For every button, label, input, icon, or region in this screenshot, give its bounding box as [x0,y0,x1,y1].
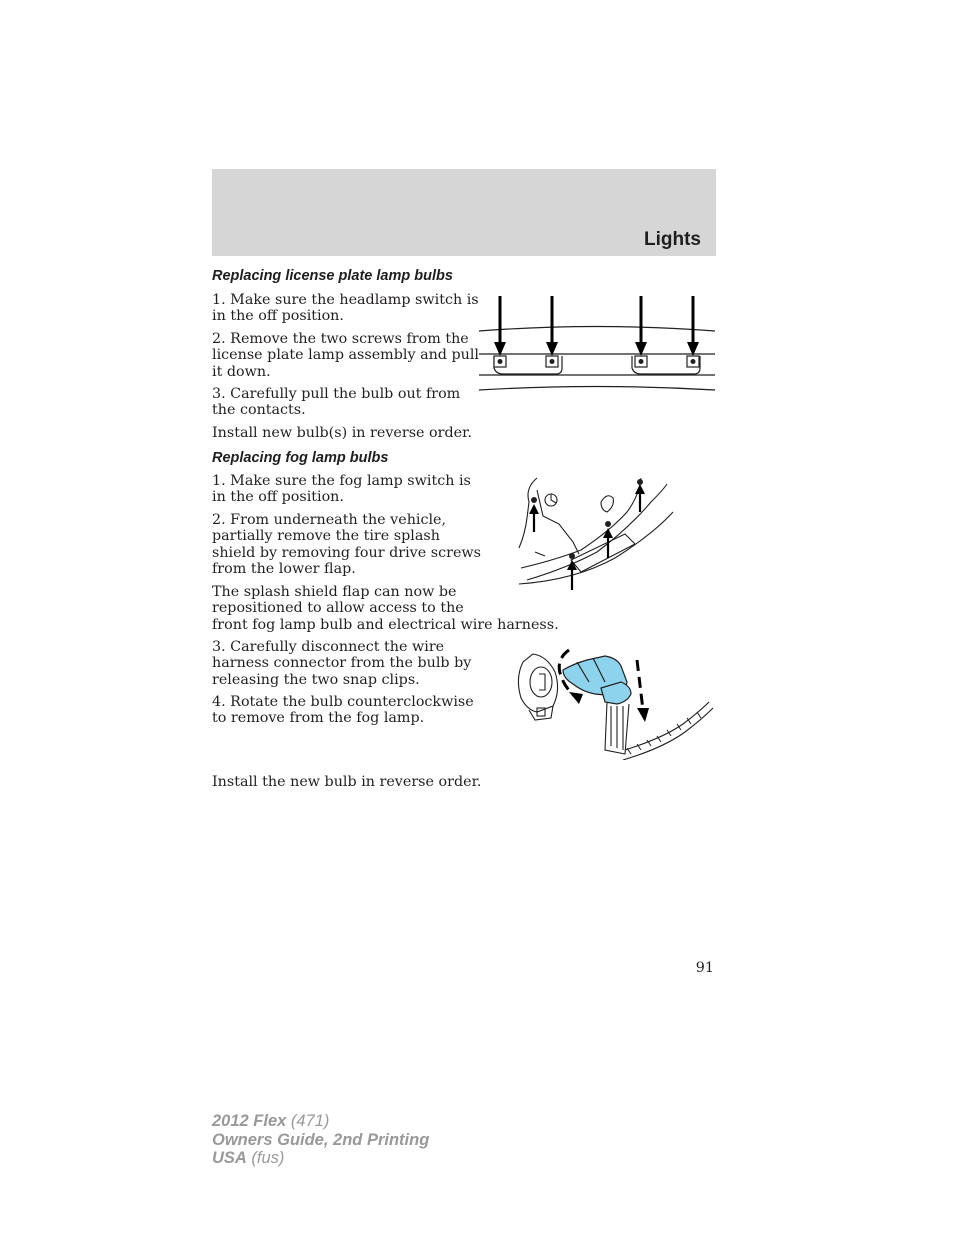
document-footer [212,1112,429,1168]
splash-shield-note: The splash shield flap can now be repositioned to allow access to the front fog lamp bulb and electrical wire harness. [212,584,559,633]
footer-line-3 [212,1149,429,1168]
splash-shield-illustration [515,472,675,594]
footer-line-1 [212,1112,429,1131]
fog-lamp-heading: Replacing fog lamp bulbs [212,450,389,466]
fog-step-2: 2. From underneath the vehicle, partially remove the tire splash shield by removing four drive screws from the lower flap. [212,512,481,577]
license-step-1: 1. Make sure the headlamp switch is in the off position. [212,292,479,325]
model-name: 2012 Flex [212,1112,287,1130]
fog-step-1: 1. Make sure the fog lamp switch is in the off position. [212,473,471,506]
footer-line-2: Owners Guide, 2nd Printing [212,1130,430,1149]
license-install-note: Install new bulb(s) in reverse order. [212,425,472,441]
fog-install-note: Install the new bulb in reverse order. [212,774,482,790]
section-title: Lights [644,229,701,250]
market-code: (fus) [246,1149,285,1167]
model-code: (471) [286,1112,330,1130]
fog-lamp-bulb-illustration [513,642,717,760]
page-number: 91 [695,960,714,976]
section-header-bar [212,169,716,256]
license-plate-lamp-illustration [476,294,718,394]
license-step-2: 2. Remove the two screws from the license plate lamp assembly and pull it down. [212,331,480,380]
license-step-3: 3. Carefully pull the bulb out from the contacts. [212,386,461,419]
fog-step-4: 4. Rotate the bulb counterclockwise to remove from the fog lamp. [212,694,474,727]
market-name: USA [212,1149,247,1167]
license-plate-heading: Replacing license plate lamp bulbs [212,268,453,284]
fog-step-3: 3. Carefully disconnect the wire harness connector from the bulb by releasing the two snap clips. [212,639,472,688]
